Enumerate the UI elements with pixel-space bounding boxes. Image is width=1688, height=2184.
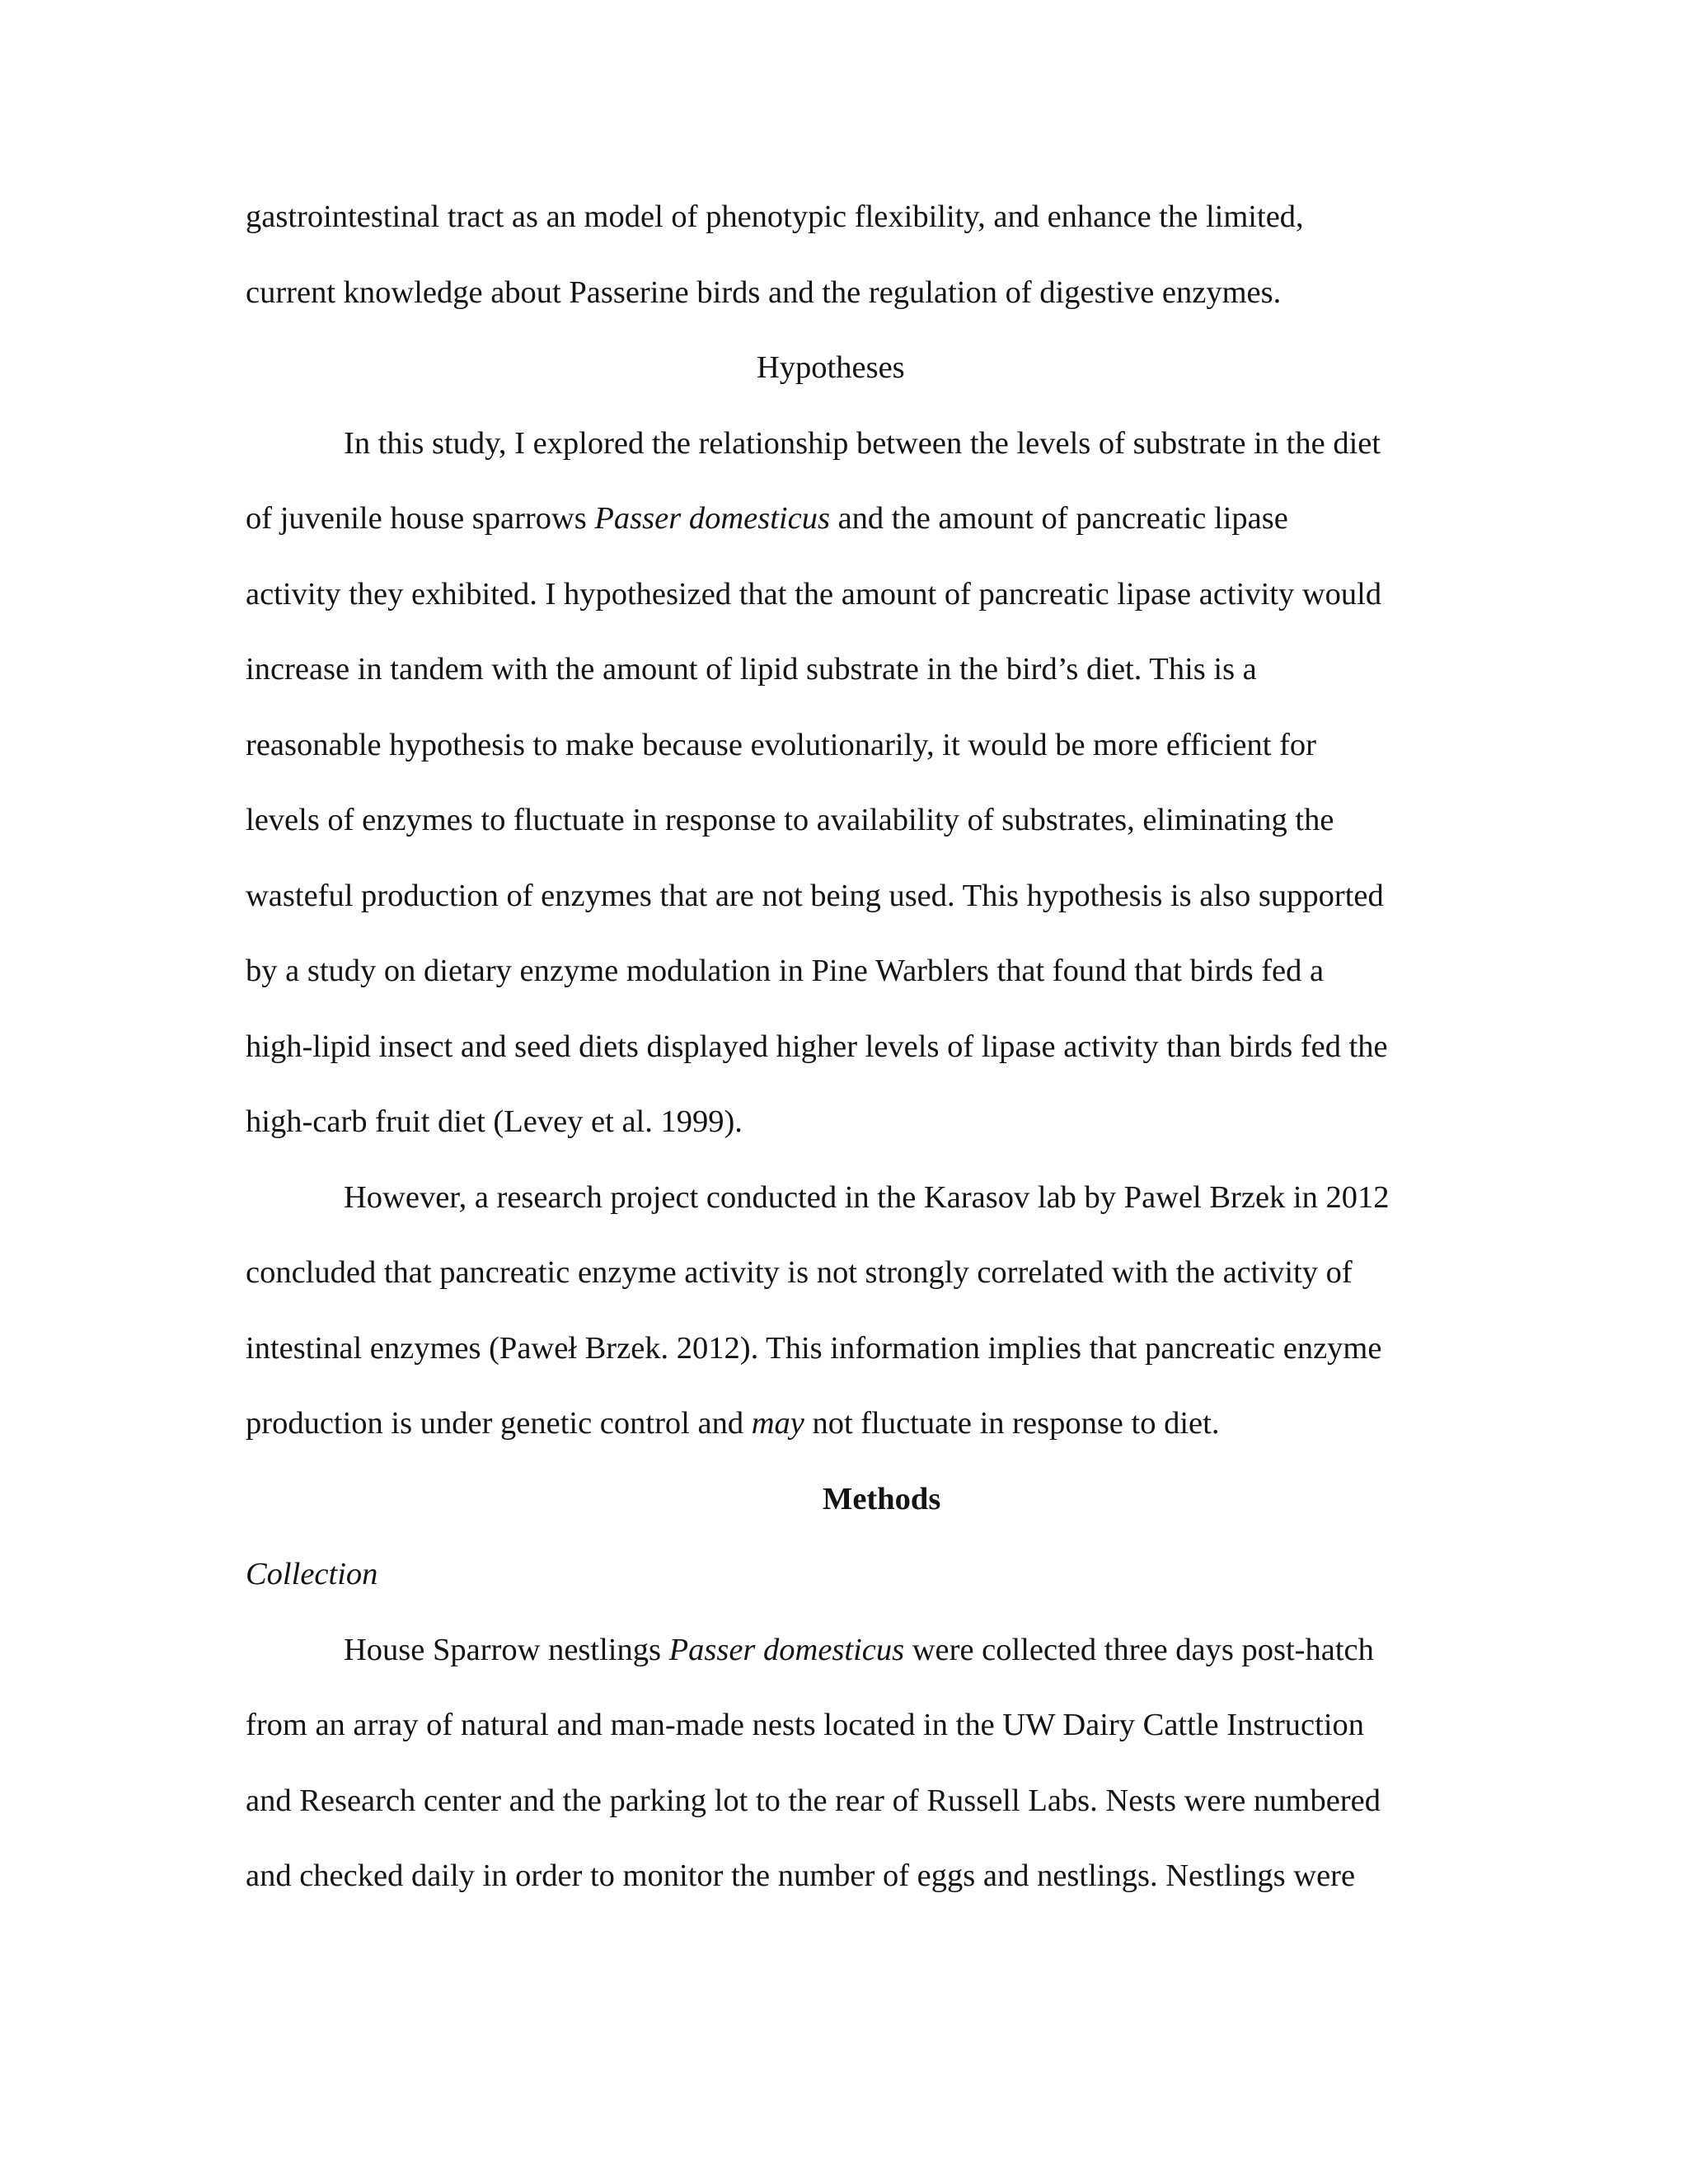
section-heading-hypotheses: Hypotheses <box>757 350 905 385</box>
paragraph-line: of juvenile house sparrows Passer domesticus and the amount of pancreatic lipase <box>246 501 1288 536</box>
paragraph-line: concluded that pancreatic enzyme activity is not strongly correlated with the activity of <box>246 1255 1353 1290</box>
paragraph-line: and Research center and the parking lot to the rear of Russell Labs. Nests were numbered <box>246 1783 1381 1818</box>
paragraph-line: increase in tandem with the amount of lipid substrate in the bird’s diet. This is a <box>246 652 1257 687</box>
paragraph-line: and checked daily in order to monitor the number of eggs and nestlings. Nestlings were <box>246 1858 1356 1893</box>
subsection-heading-collection: Collection <box>246 1557 378 1591</box>
paragraph-line: by a study on dietary enzyme modulation in Pine Warblers that found that birds fed a <box>246 954 1325 988</box>
paragraph-line: from an array of natural and man-made nests located in the UW Dairy Cattle Instruction <box>246 1708 1365 1742</box>
paragraph-line: high-lipid insect and seed diets displayed higher levels of lipase activity than birds fed the <box>246 1029 1388 1064</box>
paragraph-line: levels of enzymes to fluctuate in response to availability of substrates, eliminating the <box>246 803 1334 837</box>
paragraph-first-line: However, a research project conducted in the Karasov lab by Pawel Brzek in 2012 <box>344 1179 1390 1215</box>
paragraph-first-line: House Sparrow nestlings Passer domesticus were collected three days post-hatch <box>344 1632 1374 1667</box>
paragraph-line: wasteful production of enzymes that are not being used. This hypothesis is also supported <box>246 878 1384 913</box>
paragraph-line: activity they exhibited. I hypothesized that the amount of pancreatic lipase activity would <box>246 576 1382 612</box>
section-heading-methods: Methods <box>823 1481 941 1516</box>
document-body <box>246 186 1432 1921</box>
paragraph-first-line: In this study, I explored the relationship between the levels of substrate in the diet <box>344 425 1381 461</box>
species-name-italic: Passer domesticus <box>594 501 830 536</box>
paragraph-line: production is under genetic control and may not fluctuate in response to diet. <box>246 1406 1220 1441</box>
paragraph-line: intestinal enzymes (Paweł Brzek. 2012). This information implies that pancreatic enzyme <box>246 1330 1382 1366</box>
paragraph-line: reasonable hypothesis to make because evolutionarily, it would be more efficient for <box>246 727 1316 762</box>
emphasis-italic: may <box>751 1406 804 1441</box>
paragraph-line: gastrointestinal tract as an model of phenotypic flexibility, and enhance the limited, <box>246 199 1304 234</box>
species-name-italic: Passer domesticus <box>668 1632 905 1667</box>
paragraph-line: current knowledge about Passerine birds and the regulation of digestive enzymes. <box>246 274 1282 310</box>
paragraph-line: high-carb fruit diet (Levey et al. 1999). <box>246 1104 743 1139</box>
